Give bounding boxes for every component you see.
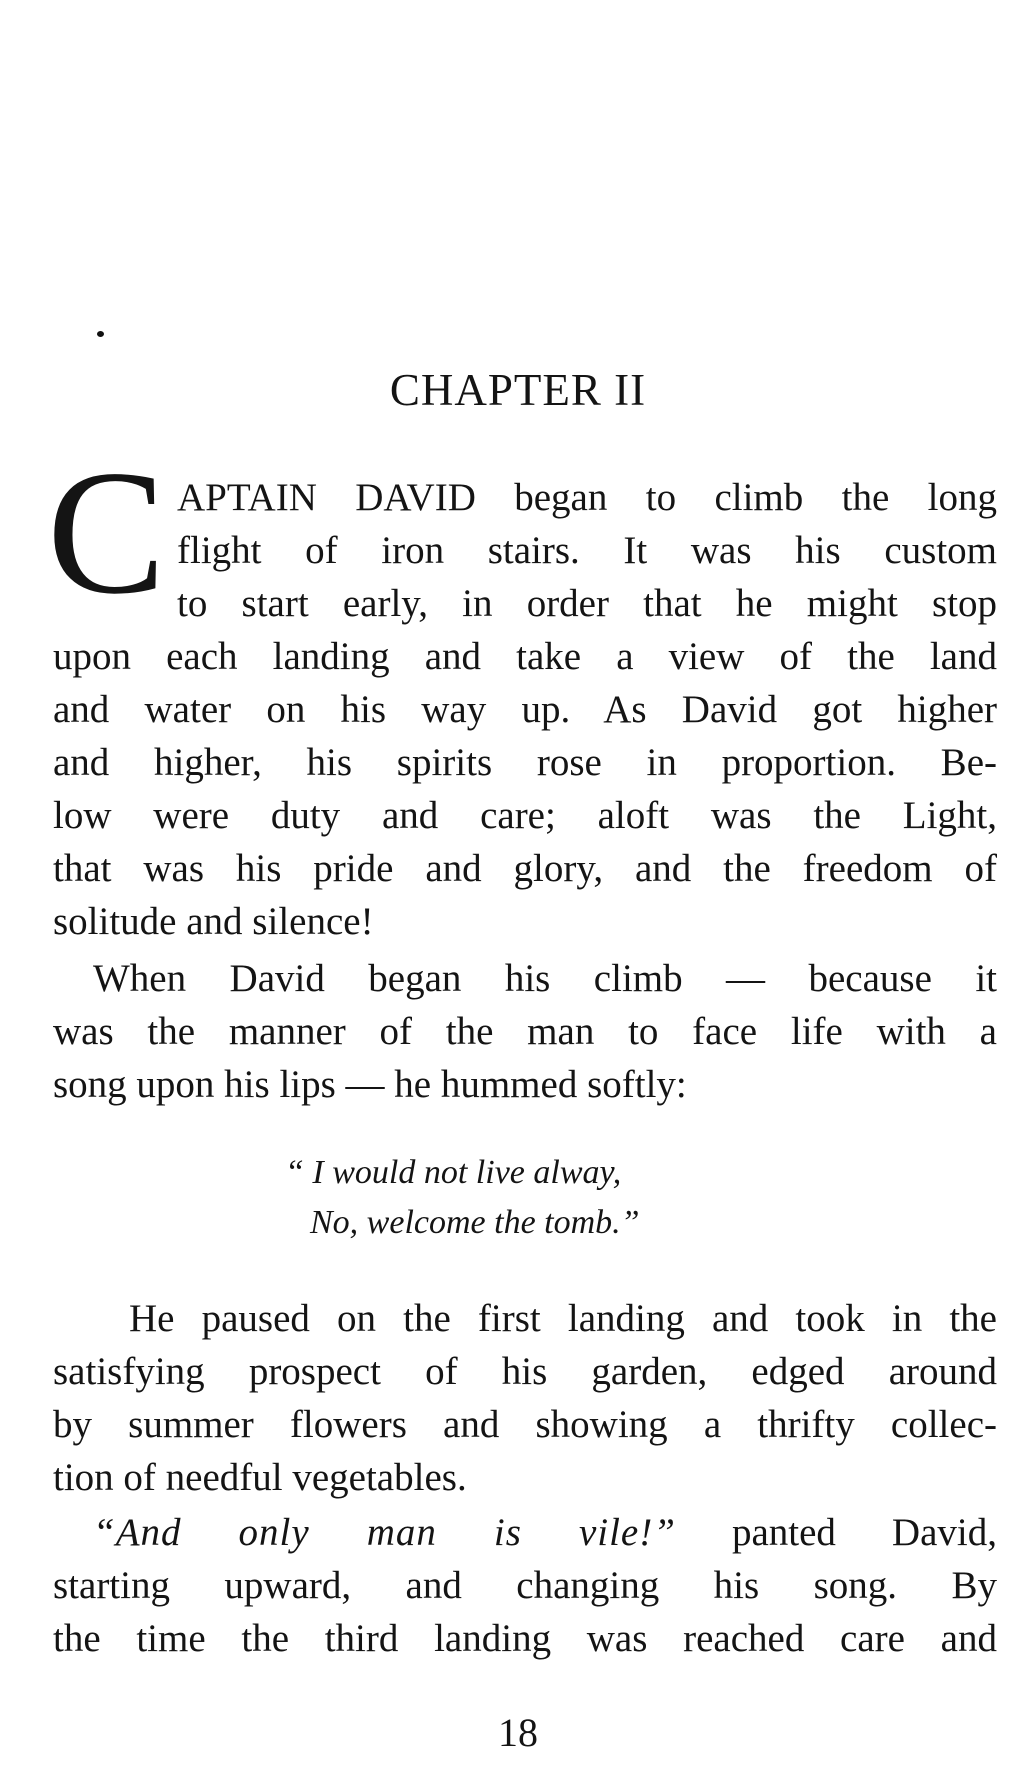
text-line: When David began his climb — because it — [93, 957, 997, 1000]
text-line — [53, 1506, 997, 1559]
text-line: the time the third landing was reached care and — [53, 1617, 997, 1660]
paragraph-2 — [53, 952, 997, 1111]
text-line: solitude and silence! — [53, 900, 374, 943]
paragraph-1 — [53, 471, 997, 948]
text-line: that was his pride and glory, and the freedom of — [53, 847, 997, 890]
paragraph-4 — [53, 1506, 997, 1665]
chapter-heading: CHAPTER II — [389, 365, 647, 415]
text-line: and water on his way up. As David got higher — [53, 688, 997, 731]
text-line: was the manner of the man to face life with a — [53, 1010, 997, 1053]
verse-line: No, welcome the tomb.” — [310, 1204, 640, 1241]
text-line: flight of iron stairs. It was his custom — [177, 529, 997, 572]
print-speck — [97, 331, 104, 337]
text-line: satisfying prospect of his garden, edged around — [53, 1350, 997, 1393]
text-line: and higher, his spirits rose in proportion. Be- — [53, 741, 997, 784]
text-line: song upon his lips — he hummed softly: — [53, 1063, 687, 1106]
text-line: starting upward, and changing his song. By — [53, 1564, 997, 1607]
quote-continuation: panted David, — [675, 1511, 997, 1554]
text-line: low were duty and care; aloft was the Light, — [53, 794, 997, 837]
text-line: by summer flowers and showing a thrifty collec- — [53, 1403, 997, 1446]
text-line: upon each landing and take a view of the land — [53, 635, 997, 678]
page-number: 18 — [498, 1710, 538, 1755]
drop-cap: C — [47, 433, 166, 631]
text-line: APTAIN DAVID began to climb the long — [177, 476, 997, 519]
text-line: tion of needful vegetables. — [53, 1456, 467, 1499]
verse-line: “ I would not live alway, — [285, 1154, 622, 1191]
text-line: to start early, in order that he might stop — [177, 582, 997, 625]
text-line: He paused on the first landing and took in the — [129, 1297, 997, 1340]
paragraph-3 — [53, 1292, 997, 1504]
italic-quote: “And only man is vile!” — [93, 1511, 676, 1554]
